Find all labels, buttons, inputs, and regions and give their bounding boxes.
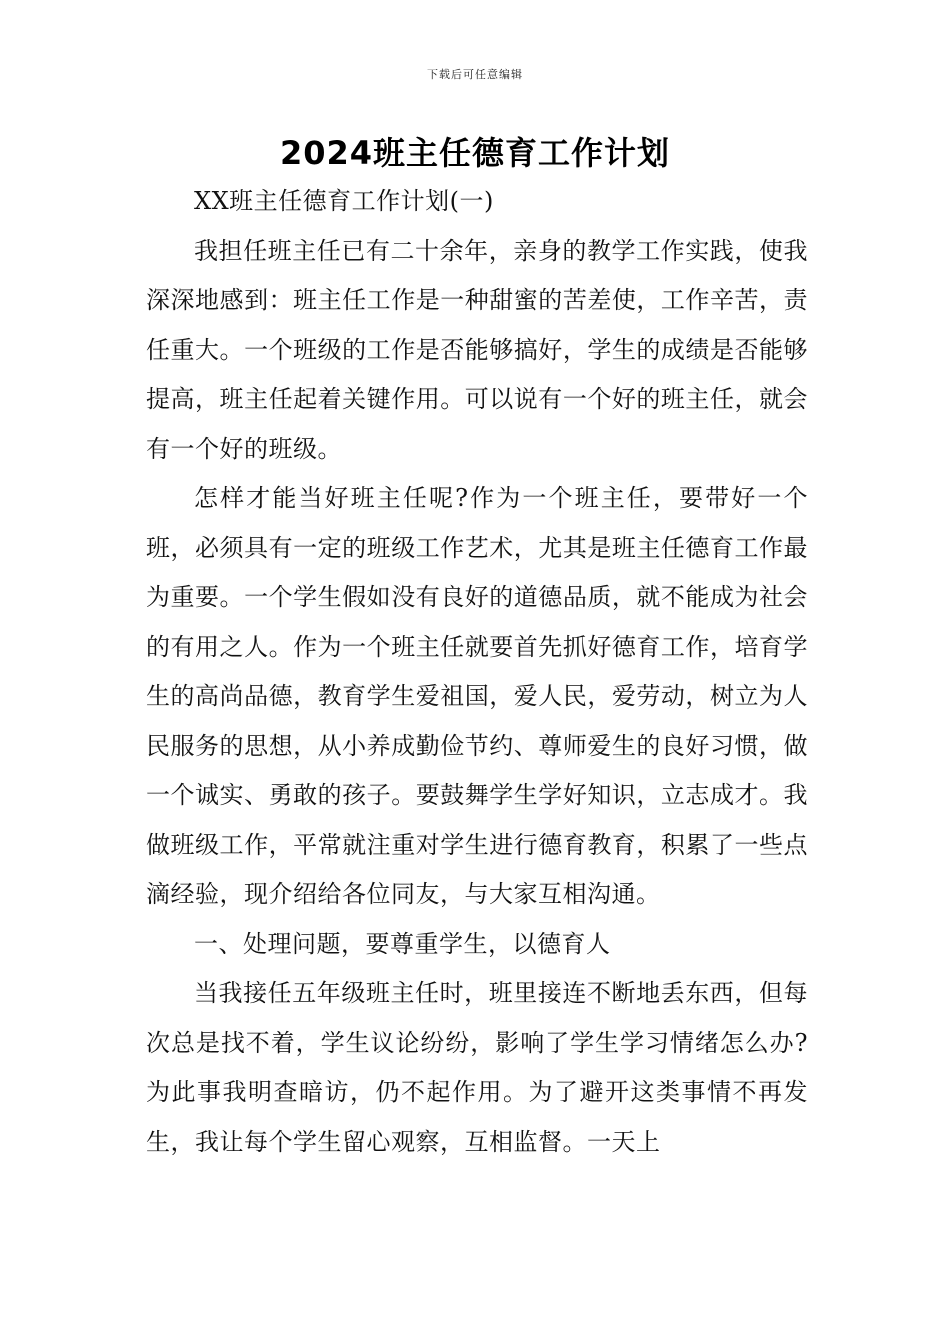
body-paragraph: 怎样才能当好班主任呢?作为一个班主任，要带好一个班，必须具有一定的班级工作艺术，尤其是班主任德育工作最为重要。一个学生假如没有良好的道德品质，就不能成为社会的有用之人。作为一个班主任就要首先抓好德育工作，培育学生的高尚品德，教育学生爱祖国，爱人民，爱劳动，树立为人民服务的思想，从小养成勤俭节约、尊师爱生的良好习惯，做一个诚实、勇敢的孩子。要鼓舞学生学好知识，立志成才。我做班级工作，平常就注重对学生进行德育教育，积累了一些点滴经验，现介绍给各位同友，与大家互相沟通。 (146, 484, 808, 908)
header-note: 下载后可任意编辑 (427, 68, 523, 81)
document-body (146, 177, 808, 1167)
subtitle-paragraph: XX班主任德育工作计划(一) (194, 187, 494, 215)
section-heading: 一、处理问题，要尊重学生，以德育人 (194, 929, 611, 958)
document-title: 2024班主任德育工作计划 (279, 134, 671, 172)
body-paragraph: 我担任班主任已有二十余年，亲身的教学工作实践，使我深深地感到：班主任工作是一种甜蜜的苦差使，工作辛苦，责任重大。一个班级的工作是否能够搞好，学生的成绩是否能够提高，班主任起着关键作用。可以说有一个好的班主任，就会有一个好的班级。 (146, 236, 808, 463)
body-paragraph: 当我接任五年级班主任时，班里接连不断地丢东西，但每次总是找不着，学生议论纷纷，影响了学生学习情绪怎么办?为此事我明查暗访，仍不起作用。为了避开这类事情不再发生，我让每个学生留心观察，互相监督。一天上 (146, 979, 808, 1156)
